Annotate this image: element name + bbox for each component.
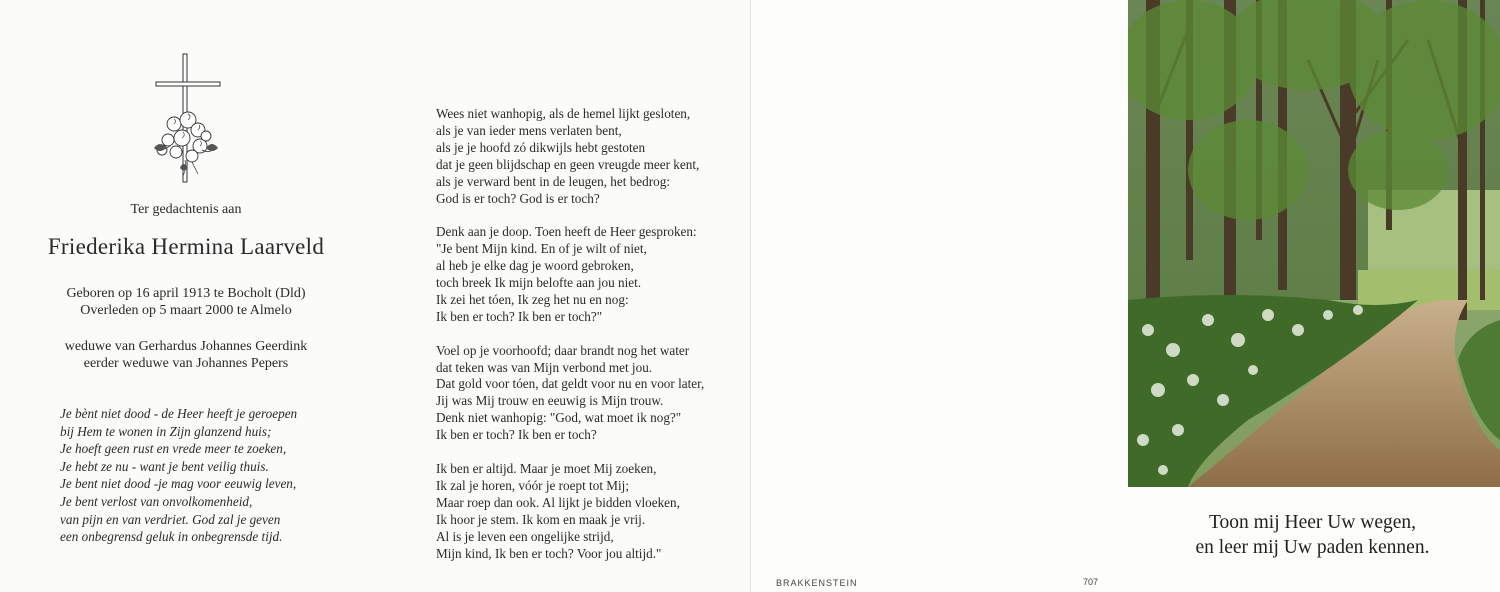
- poem-line: van pijn en van verdriet. God zal je geven: [60, 511, 281, 527]
- poem-line: Mijn kind, Ik ben er toch? Voor jou altijd.": [436, 545, 662, 561]
- caption-line: en leer mij Uw paden kennen.: [1195, 537, 1430, 558]
- back-panel: [750, 0, 1126, 592]
- poem-line: Ik zei het tóen, Ik zeg het nu en nog:: [436, 291, 629, 307]
- poem-panel: [372, 0, 750, 592]
- poem-line: dat je geen blijdschap en geen vreugde meer kent,: [436, 156, 700, 172]
- caption-line: Toon mij Heer Uw wegen,: [1208, 512, 1417, 533]
- poem-line: Wees niet wanhopig, als de hemel lijkt gesloten,: [436, 106, 691, 121]
- poem-line: God is er toch? God is er toch?: [436, 190, 600, 206]
- poem-line: Voel op je voorhoofd; daar brandt nog het water: [436, 342, 690, 358]
- poem-line: Ik hoor je stem. Ik kom en maak je vrij.: [436, 511, 646, 527]
- photo-caption: [1125, 510, 1500, 560]
- poem-line: Denk aan je doop. Toen heeft de Heer gesproken:: [436, 224, 697, 240]
- poem-line: toch breek Ik mijn belofte aan jou niet.: [436, 275, 642, 291]
- poem-line: Ik ben er toch? Ik ben er toch?: [436, 427, 597, 443]
- poem-line: Je bent niet dood -je mag voor eeuwig leven,: [60, 476, 297, 492]
- poem-line: Dat gold voor tóen, dat geldt voor nu en voor later,: [436, 376, 705, 392]
- poem-line: Jij was Mij trouw en eeuwig is Mijn trouw.: [436, 393, 664, 409]
- poem-line: als je verward bent in de leugen, het bedrog:: [436, 173, 670, 189]
- widow-text: [0, 338, 372, 372]
- widow-line: eerder weduwe van Johannes Pepers: [83, 356, 289, 371]
- poem-stanza: [436, 461, 704, 562]
- poem-line: Je hoeft geen rust en vrede meer te zoeken,: [60, 441, 287, 457]
- poem-line: Denk niet wanhopig: "God, wat moet ik nog?": [436, 410, 682, 426]
- life-dates: [0, 285, 372, 319]
- poem-line: als je je hoofd zó dikwijls hebt gestoten: [436, 139, 646, 155]
- poem-line: dat teken was van Mijn verbond met jou.: [436, 359, 653, 375]
- poem-line: een onbegrensd geluk in onbegrensde tijd.: [60, 529, 283, 545]
- italic-poem: [60, 405, 297, 546]
- poem-line: Je hebt ze nu - want je bent veilig thuis.: [60, 458, 269, 474]
- birth-line: Geboren op 16 april 1913 te Bocholt (Dld): [66, 286, 306, 301]
- intro-text: Ter gedachtenis aan: [130, 202, 242, 217]
- poem-line: Ik ben er altijd. Maar je moet Mij zoeken,: [436, 460, 657, 476]
- photo-panel: [1125, 0, 1500, 592]
- forest-path-photo: [1128, 0, 1500, 487]
- poem-line: Je bènt niet dood - de Heer heeft je geroepen: [60, 406, 298, 421]
- memorial-front-panel: [0, 0, 372, 592]
- poem-line: Je bent verlost van onvolkomenheid,: [60, 493, 253, 509]
- poem-line: Al is je leven een ongelijke strijd,: [436, 528, 614, 544]
- poem-line: Ik ben er toch? Ik ben er toch?": [436, 308, 603, 324]
- publisher-label: BRAKKENSTEIN: [776, 578, 858, 588]
- poem-line: Maar roep dan ook. Al lijkt je bidden vloeken,: [436, 494, 680, 510]
- deceased-name: Friederika Hermina Laarveld: [47, 234, 325, 259]
- poem-line: Ik zal je horen, vóór je roept tot Mij;: [436, 477, 629, 493]
- poem-stanza: [436, 106, 704, 207]
- poem-stanza: [436, 224, 704, 325]
- death-line: Overleden op 5 maart 2000 te Almelo: [80, 303, 292, 318]
- cross-with-flowers-icon: [140, 50, 230, 190]
- card-code: 707: [1083, 577, 1099, 587]
- poem-line: bij Hem te wonen in Zijn glanzend huis;: [60, 423, 272, 439]
- main-poem: [436, 106, 704, 579]
- widow-line: weduwe van Gerhardus Johannes Geerdink: [64, 339, 308, 354]
- poem-line: "Je bent Mijn kind. En of je wilt of niet,: [436, 241, 647, 257]
- poem-stanza: [436, 343, 704, 444]
- poem-line: als je van ieder mens verlaten bent,: [436, 122, 622, 138]
- poem-line: al heb je elke dag je woord gebroken,: [436, 258, 634, 274]
